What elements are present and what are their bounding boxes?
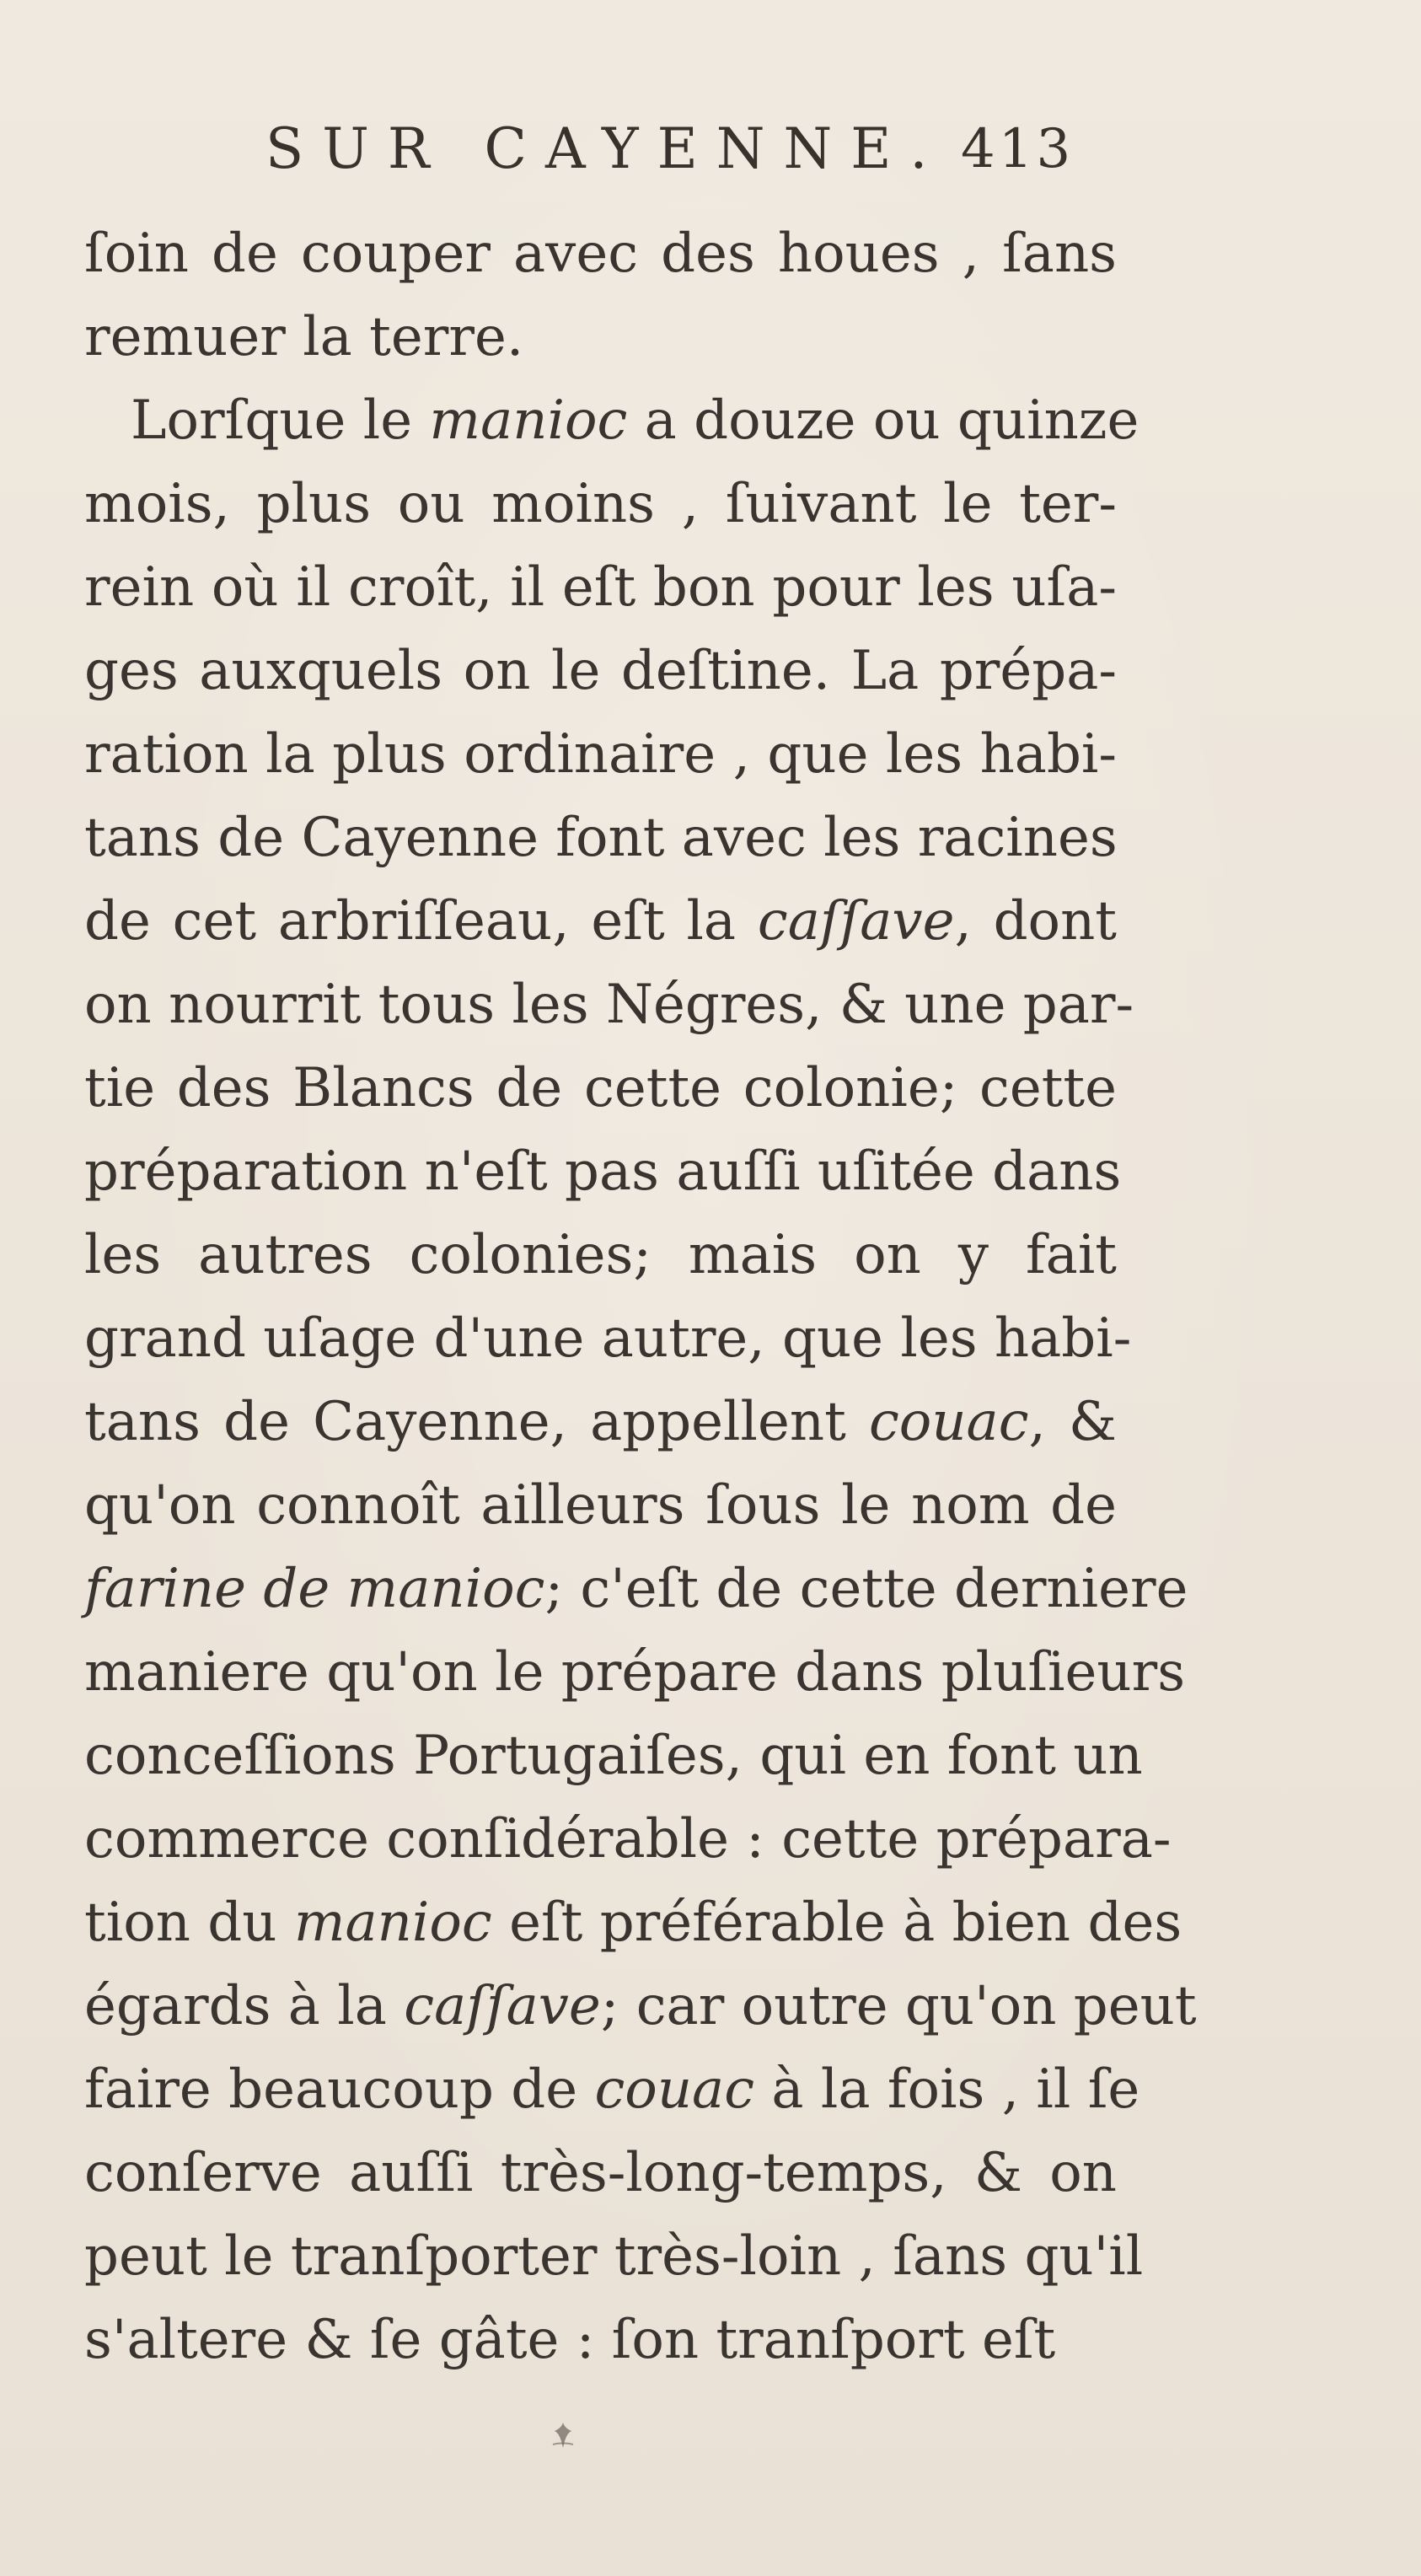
text-run: , & — [1028, 1391, 1117, 1453]
text-line — [84, 1798, 1172, 1881]
text-run: , dont — [954, 890, 1118, 953]
italic-term: caſſave — [757, 890, 955, 953]
text-line — [84, 1464, 1117, 1548]
text-run: Lorſque le — [131, 389, 430, 452]
text-line — [84, 212, 1117, 296]
text-line — [84, 713, 1117, 797]
text-line — [84, 2132, 1117, 2215]
body-text — [84, 212, 1197, 2382]
text-run: qu'on connoît ailleurs ſous le nom de — [84, 1474, 1117, 1537]
text-run: ; c'eſt de cette derniere — [544, 1558, 1188, 1620]
text-line — [84, 1715, 1143, 1798]
text-run: ſoin de couper avec des houes , ſans — [84, 223, 1117, 285]
page-number: 413 — [961, 118, 1075, 180]
fleuron-icon — [546, 2419, 580, 2453]
text-run: commerce conſidérable : cette prépara- — [84, 1808, 1172, 1870]
text-run: les autres colonies; mais on y fait — [84, 1224, 1117, 1286]
text-run: eſt préférable à bien des — [491, 1892, 1182, 1954]
text-run: préparation n'eſt pas auſſi uſitée dans — [84, 1140, 1122, 1203]
text-run: conſerve auſſi très-long-temps, & on — [84, 2142, 1117, 2204]
text-line — [84, 2215, 1144, 2299]
italic-term: caſſave — [404, 1975, 601, 2037]
text-run: égards à la — [84, 1975, 405, 2037]
text-run: s'altere & ſe gâte : ſon tranſport eſt — [84, 2309, 1056, 2371]
text-run: faire beaucoup de — [84, 2058, 595, 2121]
text-run: ; car outre qu'on peut — [600, 1975, 1197, 2037]
page-header — [0, 116, 1421, 192]
text-line — [84, 379, 1139, 463]
text-line — [84, 1881, 1182, 1965]
text-line — [84, 1381, 1117, 1464]
text-run: grand uſage d'une autre, que les habi- — [84, 1307, 1132, 1370]
running-title: SUR CAYENNE. — [265, 116, 946, 181]
text-line — [84, 1965, 1197, 2048]
text-line — [84, 1631, 1186, 1715]
text-run: tie des Blancs de cette colonie; cette — [84, 1057, 1117, 1119]
text-run: ges auxquels on le deſtine. La prépa- — [84, 640, 1117, 702]
text-line — [84, 296, 1117, 379]
text-run: peut le tranſporter très-loin , ſans qu'il — [84, 2225, 1144, 2288]
text-line — [84, 963, 1134, 1047]
text-run: de cet arbriſſeau, eſt la — [84, 890, 758, 953]
text-run: ration la plus ordinaire , que les habi- — [84, 723, 1117, 786]
text-line — [84, 2299, 1117, 2382]
text-run: remuer la terre. — [84, 306, 524, 368]
text-line — [84, 2048, 1140, 2132]
text-line — [84, 546, 1117, 630]
text-line — [84, 463, 1117, 546]
text-run: tans de Cayenne, appellent — [84, 1391, 869, 1453]
text-line — [84, 1214, 1117, 1297]
text-run: a douze ou quinze — [627, 389, 1139, 452]
text-line — [84, 797, 1117, 880]
text-line — [84, 1130, 1122, 1214]
text-line — [84, 880, 1117, 963]
text-run: à la fois , il ſe — [754, 2058, 1140, 2121]
italic-term: farine de manioc — [84, 1558, 545, 1620]
text-line — [84, 1297, 1132, 1381]
text-run: maniere qu'on le prépare dans pluſieurs — [84, 1641, 1186, 1704]
italic-term: couac — [868, 1391, 1029, 1453]
italic-term: manioc — [293, 1892, 492, 1954]
text-run: rein où il croît, il eſt bon pour les uſa- — [84, 556, 1117, 619]
text-line — [84, 630, 1117, 713]
text-run: tion du — [84, 1892, 294, 1954]
text-line — [84, 1047, 1117, 1130]
text-run: on nourrit tous les Négres, & une par- — [84, 974, 1134, 1036]
text-run: conceſſions Portugaiſes, qui en font un — [84, 1725, 1143, 1787]
italic-term: manioc — [429, 389, 628, 452]
text-run: tans de Cayenne font avec les racines — [84, 807, 1118, 869]
italic-term: couac — [594, 2058, 755, 2121]
text-line — [84, 1548, 1188, 1631]
text-run: mois, plus ou moins , ſuivant le ter- — [84, 473, 1117, 535]
